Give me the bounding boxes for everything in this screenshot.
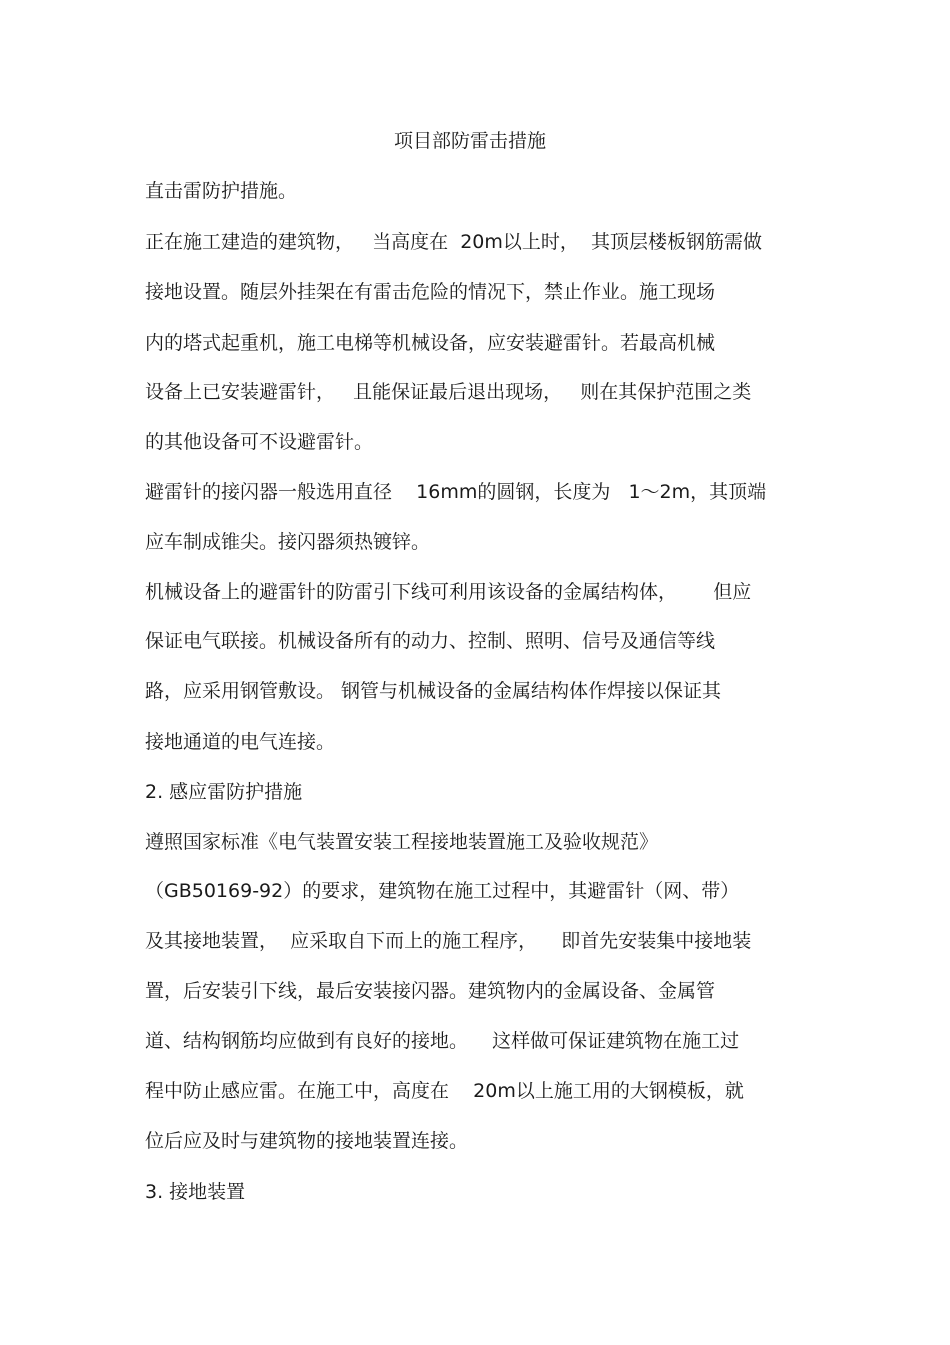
text-line-17: 道、结构钢筋均应做到有良好的接地。 这样做可保证建筑物在施工过 xyxy=(145,1030,740,1052)
text-line-3: 内的塔式起重机，施工电梯等机械设备，应安装避雷针。若最高机械 xyxy=(145,332,716,354)
text-line-1: 正在施工建造的建筑物， 当高度在 20m以上时， 其顶层楼板钢筋需做 xyxy=(145,231,762,253)
text-line-11: 接地通道的电气连接。 xyxy=(145,731,336,753)
text-line-13: 遵照国家标准《电气装置安装工程接地装置施工及验收规范》 xyxy=(145,831,659,853)
text-line-2: 接地设置。随层外挂架在有雷击危险的情况下，禁止作业。施工现场 xyxy=(145,281,716,303)
section-heading-direct-lightning: 直击雷防护措施。 xyxy=(145,180,298,202)
text-line-8: 机械设备上的避雷针的防雷引下线可利用该设备的金属结构体， 但应 xyxy=(145,581,752,603)
text-line-19: 位后应及时与建筑物的接地装置连接。 xyxy=(145,1130,469,1152)
text-line-9: 保证电气联接。机械设备所有的动力、控制、照明、信号及通信等线 xyxy=(145,630,716,652)
text-line-6: 避雷针的接闪器一般选用直径 16mm的圆钢，长度为 1～2m，其顶端 xyxy=(145,481,767,503)
text-line-7: 应车制成锥尖。接闪器须热镀锌。 xyxy=(145,531,431,553)
text-line-4: 设备上已安装避雷针， 且能保证最后退出现场， 则在其保护范围之类 xyxy=(145,381,752,403)
section-heading-grounding: 3. 接地装置 xyxy=(145,1181,246,1203)
section-heading-induced-lightning: 2. 感应雷防护措施 xyxy=(145,781,303,803)
text-line-5: 的其他设备可不设避雷针。 xyxy=(145,431,374,453)
text-line-18: 程中防止感应雷。在施工中，高度在 20m以上施工用的大钢模板，就 xyxy=(145,1080,744,1102)
text-line-14: （GB50169-92）的要求，建筑物在施工过程中，其避雷针（网、带） xyxy=(145,880,740,902)
text-line-16: 置，后安装引下线，最后安装接闪器。建筑物内的金属设备、金属管 xyxy=(145,980,716,1002)
text-line-10: 路，应采用钢管敷设。 钢管与机械设备的金属结构体作焊接以保证其 xyxy=(145,680,722,702)
document-title: 项目部防雷击措施 xyxy=(393,130,546,152)
text-line-15: 及其接地装置， 应采取自下而上的施工程序， 即首先安装集中接地装 xyxy=(145,930,752,952)
